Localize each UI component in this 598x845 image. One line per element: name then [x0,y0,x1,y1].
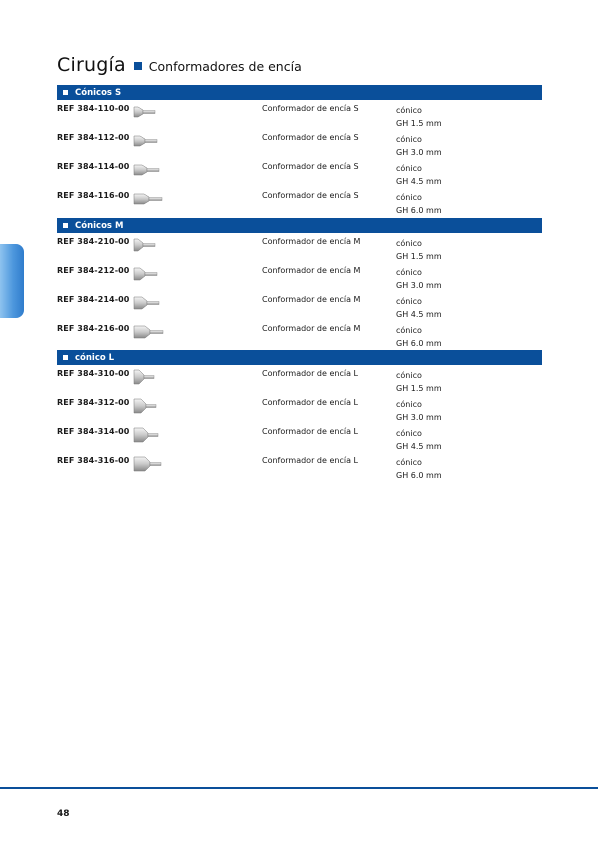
spec [396,456,442,482]
spec-gingival-height: GH 3.0 mm [396,148,442,157]
table-row [57,187,542,216]
healing-abutment-image [133,191,169,207]
spec [396,162,442,188]
table-row [57,100,542,129]
healing-abutment-image [133,104,167,120]
description: Conformador de encía S [262,162,359,171]
square-bullet-icon [63,223,68,228]
spec-gingival-height: GH 6.0 mm [396,339,442,348]
healing-abutment-image [133,324,169,340]
spec [396,133,442,159]
ref-code: REF 384-116-00 [57,191,130,200]
spec-shape: cónico [396,193,422,202]
section-title: cónico L [75,352,115,363]
spec-shape: cónico [396,297,422,306]
spec [396,266,442,292]
spec-shape: cónico [396,106,422,115]
page-title: Cirugía [57,54,126,76]
spec-shape: cónico [396,239,422,248]
spec [396,427,442,453]
description: Conformador de encía M [262,266,361,275]
spec-gingival-height: GH 4.5 mm [396,310,442,319]
healing-abutment-image [133,237,167,253]
title-square-icon [134,62,142,70]
section-conico-l [57,350,542,481]
description: Conformador de encía L [262,427,358,436]
description: Conformador de encía M [262,324,361,333]
section-title: Cónicos M [75,220,124,231]
spec-shape: cónico [396,135,422,144]
section-conicos-s [57,85,542,216]
spec-gingival-height: GH 6.0 mm [396,206,442,215]
healing-abutment-image [133,295,167,311]
spec [396,398,442,424]
ref-code: REF 384-214-00 [57,295,130,304]
description: Conformador de encía S [262,191,359,200]
spec [396,191,442,217]
page-number: 48 [57,809,70,819]
spec-shape: cónico [396,268,422,277]
ref-code: REF 384-114-00 [57,162,130,171]
ref-code: REF 384-314-00 [57,427,130,436]
spec-gingival-height: GH 1.5 mm [396,252,442,261]
description: Conformador de encía L [262,456,358,465]
ref-code: REF 384-312-00 [57,398,130,407]
description: Conformador de encía S [262,133,359,142]
table-row [57,365,542,394]
spec-gingival-height: GH 4.5 mm [396,177,442,186]
spec [396,295,442,321]
spec-gingival-height: GH 3.0 mm [396,413,442,422]
table-row [57,291,542,320]
ref-code: REF 384-216-00 [57,324,130,333]
section-header-bar [57,218,542,233]
square-bullet-icon [63,90,68,95]
side-tab [0,244,24,318]
spec [396,324,442,350]
spec-gingival-height: GH 1.5 mm [396,119,442,128]
healing-abutment-image [133,162,167,178]
section-header-bar [57,85,542,100]
healing-abutment-image [133,133,167,149]
table-row [57,129,542,158]
spec [396,104,442,130]
table-row [57,262,542,291]
ref-code: REF 384-310-00 [57,369,130,378]
healing-abutment-image [133,369,167,385]
spec-shape: cónico [396,326,422,335]
ref-code: REF 384-112-00 [57,133,130,142]
table-row [57,423,542,452]
spec-gingival-height: GH 1.5 mm [396,384,442,393]
table-row [57,394,542,423]
spec-shape: cónico [396,371,422,380]
healing-abutment-image [133,456,169,472]
section-title: Cónicos S [75,87,122,98]
ref-code: REF 384-210-00 [57,237,130,246]
description: Conformador de encía M [262,237,361,246]
healing-abutment-image [133,398,167,414]
table-row [57,158,542,187]
section-conicos-m [57,218,542,349]
healing-abutment-image [133,427,167,443]
table-row [57,452,542,481]
description: Conformador de encía L [262,398,358,407]
table-row [57,233,542,262]
section-header-bar [57,350,542,365]
ref-code: REF 384-110-00 [57,104,130,113]
spec-gingival-height: GH 6.0 mm [396,471,442,480]
page-subtitle: Conformadores de encía [148,59,302,74]
table-row [57,320,542,349]
healing-abutment-image [133,266,167,282]
page-header [57,54,302,76]
spec-shape: cónico [396,164,422,173]
square-bullet-icon [63,355,68,360]
spec [396,237,442,263]
spec-gingival-height: GH 4.5 mm [396,442,442,451]
spec-gingival-height: GH 3.0 mm [396,281,442,290]
spec-shape: cónico [396,429,422,438]
footer-divider [0,787,598,789]
description: Conformador de encía S [262,104,359,113]
spec-shape: cónico [396,400,422,409]
spec-shape: cónico [396,458,422,467]
ref-code: REF 384-316-00 [57,456,130,465]
ref-code: REF 384-212-00 [57,266,130,275]
description: Conformador de encía L [262,369,358,378]
spec [396,369,442,395]
description: Conformador de encía M [262,295,361,304]
